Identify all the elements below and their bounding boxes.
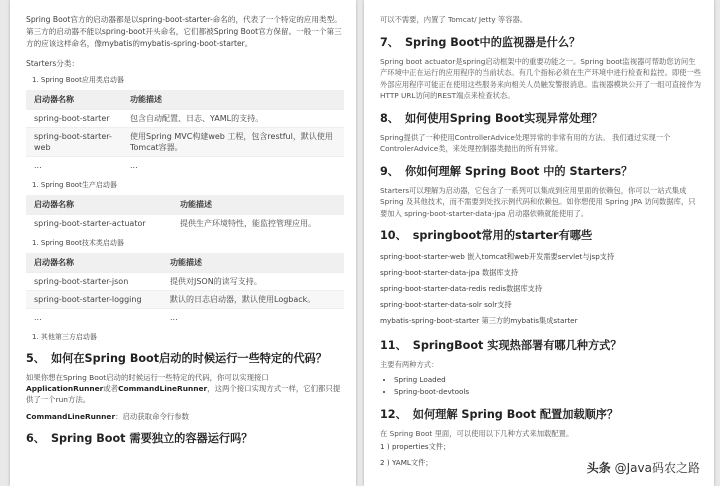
- heading-title: springboot常用的starter有哪些: [412, 229, 593, 242]
- starter-desc: 提供对JSON的读写支持。: [162, 273, 344, 291]
- heading-title: Spring Boot 需要独立的容器运行吗？: [50, 432, 253, 445]
- table-row: [26, 215, 344, 233]
- bold-term: CommandLineRunner: [118, 384, 208, 393]
- right-page: [364, 0, 714, 486]
- list-item: 1 ) properties文件；: [380, 442, 451, 451]
- category-third-party-starters: 1. 其他第三方启动器: [32, 333, 97, 341]
- starter-list: [380, 249, 702, 329]
- list-item: mybatis-spring-boot-starter 第三方的mybatis集成starter: [380, 316, 578, 325]
- heading-number: 12、: [380, 407, 407, 421]
- heading-number: 11、: [380, 339, 407, 352]
- column-header-desc: 功能描述: [172, 195, 344, 215]
- text-run: 或者: [103, 384, 119, 393]
- heading-title: 如何在Spring Boot启动的时候运行一些特定的代码？: [50, 352, 327, 365]
- starter-desc: ...: [162, 309, 344, 327]
- watermark-text: @Java码农之路: [614, 461, 700, 475]
- q9-paragraph: Starters可以理解为启动器，它包含了一系列可以集成到应用里面的依赖包，你可以一站式集成 Spring 及其他技术，而不需要到处找示例代码和依赖包。如你想使用 Spring JPA 访问数据库，只要加入 spring-boot-starter-data-jpa 启动器依赖就能使用了。: [380, 185, 696, 218]
- heading-number: 6、: [26, 432, 45, 445]
- q5-paragraph: [26, 372, 344, 405]
- heading-q12: [380, 408, 702, 422]
- text-run: ：启动获取命令行参数: [115, 412, 190, 421]
- list-item: spring-boot-starter-web 嵌入tomcat和web开发需要servlet与jsp支持: [380, 252, 615, 261]
- heading-number: 9、: [380, 164, 399, 178]
- heading-title: 如何理解 Spring Boot 配置加载顺序？: [412, 407, 619, 421]
- column-header-desc: 功能描述: [122, 90, 344, 110]
- heading-number: 8、: [380, 111, 399, 125]
- starter-desc: 包含自动配置、日志、YAML的支持。: [122, 110, 344, 128]
- production-starters-table: [26, 195, 344, 232]
- starter-name: spring-boot-starter-logging: [26, 291, 162, 309]
- heading-number: 10、: [380, 229, 407, 242]
- heading-q6: [26, 432, 344, 446]
- starter-desc: 提供生产环境特性，能监控管理应用。: [172, 215, 344, 233]
- heading-q5: [26, 352, 344, 366]
- list-item: spring-boot-starter-data-redis redis数据库支持: [380, 284, 543, 293]
- table-header-row: [26, 90, 344, 110]
- intro-paragraph: Spring Boot官方的启动器都是以spring-boot-starter-命名的，代表了一个特定的应用类型。第三方的启动器不能以spring-boot开头命名，它们都被Spring Boot官方保留。一般一个第三方的应该这样命名，像mybatis的mybatis-spring-boot-starter。: [26, 15, 342, 48]
- starter-name: spring-boot-starter: [26, 110, 122, 128]
- starter-desc: 使用Spring MVC构建web 工程，包含restful，默认使用Tomcat容器。: [122, 128, 344, 157]
- table-row: [26, 291, 344, 309]
- hot-deploy-list: [380, 374, 702, 398]
- app-starters-table: [26, 90, 344, 174]
- heading-number: 7、: [380, 35, 399, 49]
- starter-name: spring-boot-starter-json: [26, 273, 162, 291]
- bold-term: CommandLineRunner: [26, 412, 116, 421]
- table-row: [26, 128, 344, 157]
- table-header-row: [26, 195, 344, 215]
- heading-q11: [380, 339, 702, 353]
- left-page: [10, 0, 356, 486]
- starter-name: spring-boot-starter-web: [26, 128, 122, 157]
- list-item: • Spring Loaded: [394, 374, 702, 386]
- text-run: ，这两个接口实现方式一样，它们都只提供了一个run方法。: [26, 384, 341, 404]
- list-item: spring-boot-starter-data-jpa 数据库支持: [380, 268, 518, 277]
- table-row: [26, 309, 344, 327]
- category-app-starters: 1. Spring Boot应用类启动器: [32, 76, 124, 84]
- starter-name: ...: [26, 157, 122, 175]
- category-production-starters: 1. Spring Boot生产启动器: [32, 181, 117, 189]
- table-row: [26, 273, 344, 291]
- heading-q10: [380, 229, 702, 243]
- column-header-name: 启动器名称: [26, 253, 162, 273]
- starter-desc: ...: [122, 157, 344, 175]
- starter-name: spring-boot-starter-actuator: [26, 215, 172, 233]
- column-header-name: 启动器名称: [26, 90, 122, 110]
- column-header-name: 启动器名称: [26, 195, 172, 215]
- q6-answer: 可以不需要，内置了 Tomcat/ Jetty 等容器。: [380, 15, 528, 24]
- heading-number: 5、: [26, 352, 45, 365]
- bold-term: ApplicationRunner: [26, 384, 104, 393]
- heading-title: SpringBoot 实现热部署有哪几种方式？: [412, 339, 622, 352]
- table-header-row: [26, 253, 344, 273]
- list-item: 2 ) YAML文件；: [380, 458, 433, 467]
- starters-label: Starters分类：: [26, 59, 80, 68]
- heading-q9: [380, 165, 702, 179]
- q12-paragraph: 在 Spring Boot 里面，可以使用以下几种方式来加载配置。: [380, 428, 574, 438]
- heading-title: Spring Boot中的监视器是什么？: [404, 35, 581, 49]
- table-row: [26, 157, 344, 175]
- text-run: 如果你想在Spring Boot启动的时候运行一些特定的代码，你可以实现接口: [26, 373, 269, 382]
- watermark-header: 头条: [586, 461, 611, 475]
- list-item: spring-boot-starter-data-solr solr支持: [380, 300, 512, 309]
- starter-name: ...: [26, 309, 162, 327]
- q5-commandline-note: [26, 411, 344, 422]
- tech-starters-table: [26, 253, 344, 326]
- heading-title: 你如何理解 Spring Boot 中的 Starters？: [404, 164, 633, 178]
- list-item: • Spring-boot-devtools: [394, 386, 702, 398]
- starter-desc: 默认的日志启动器，默认使用Logback。: [162, 291, 344, 309]
- q11-paragraph: 主要有两种方式：: [380, 360, 439, 369]
- category-tech-starters: 1. Spring Boot技术类启动器: [32, 239, 124, 247]
- heading-q7: [380, 36, 702, 50]
- q8-paragraph: Spring提供了一种使用ControllerAdvice处理异常的非常有用的方法。 我们通过实现一个ControlerAdvice类，来处理控制器类抛出的所有异常。: [380, 132, 671, 153]
- table-row: [26, 110, 344, 128]
- heading-q8: [380, 112, 702, 126]
- heading-title: 如何使用Spring Boot实现异常处理？: [404, 111, 603, 125]
- column-header-desc: 功能描述: [162, 253, 344, 273]
- watermark: [587, 459, 700, 476]
- q7-paragraph: Spring boot actuator是spring启动框架中的重要功能之一。Spring boot监视器可帮助您访问生产环境中正在运行的应用程序的当前状态。有几个指标必须在生产环境中进行检查和监控。即使一些外部应用程序可能正在使用这些服务来向相关人员触发警报消息。监视器模块公开了一组可直接作为HTTP URL访问的REST端点来检查状态。: [380, 56, 702, 100]
